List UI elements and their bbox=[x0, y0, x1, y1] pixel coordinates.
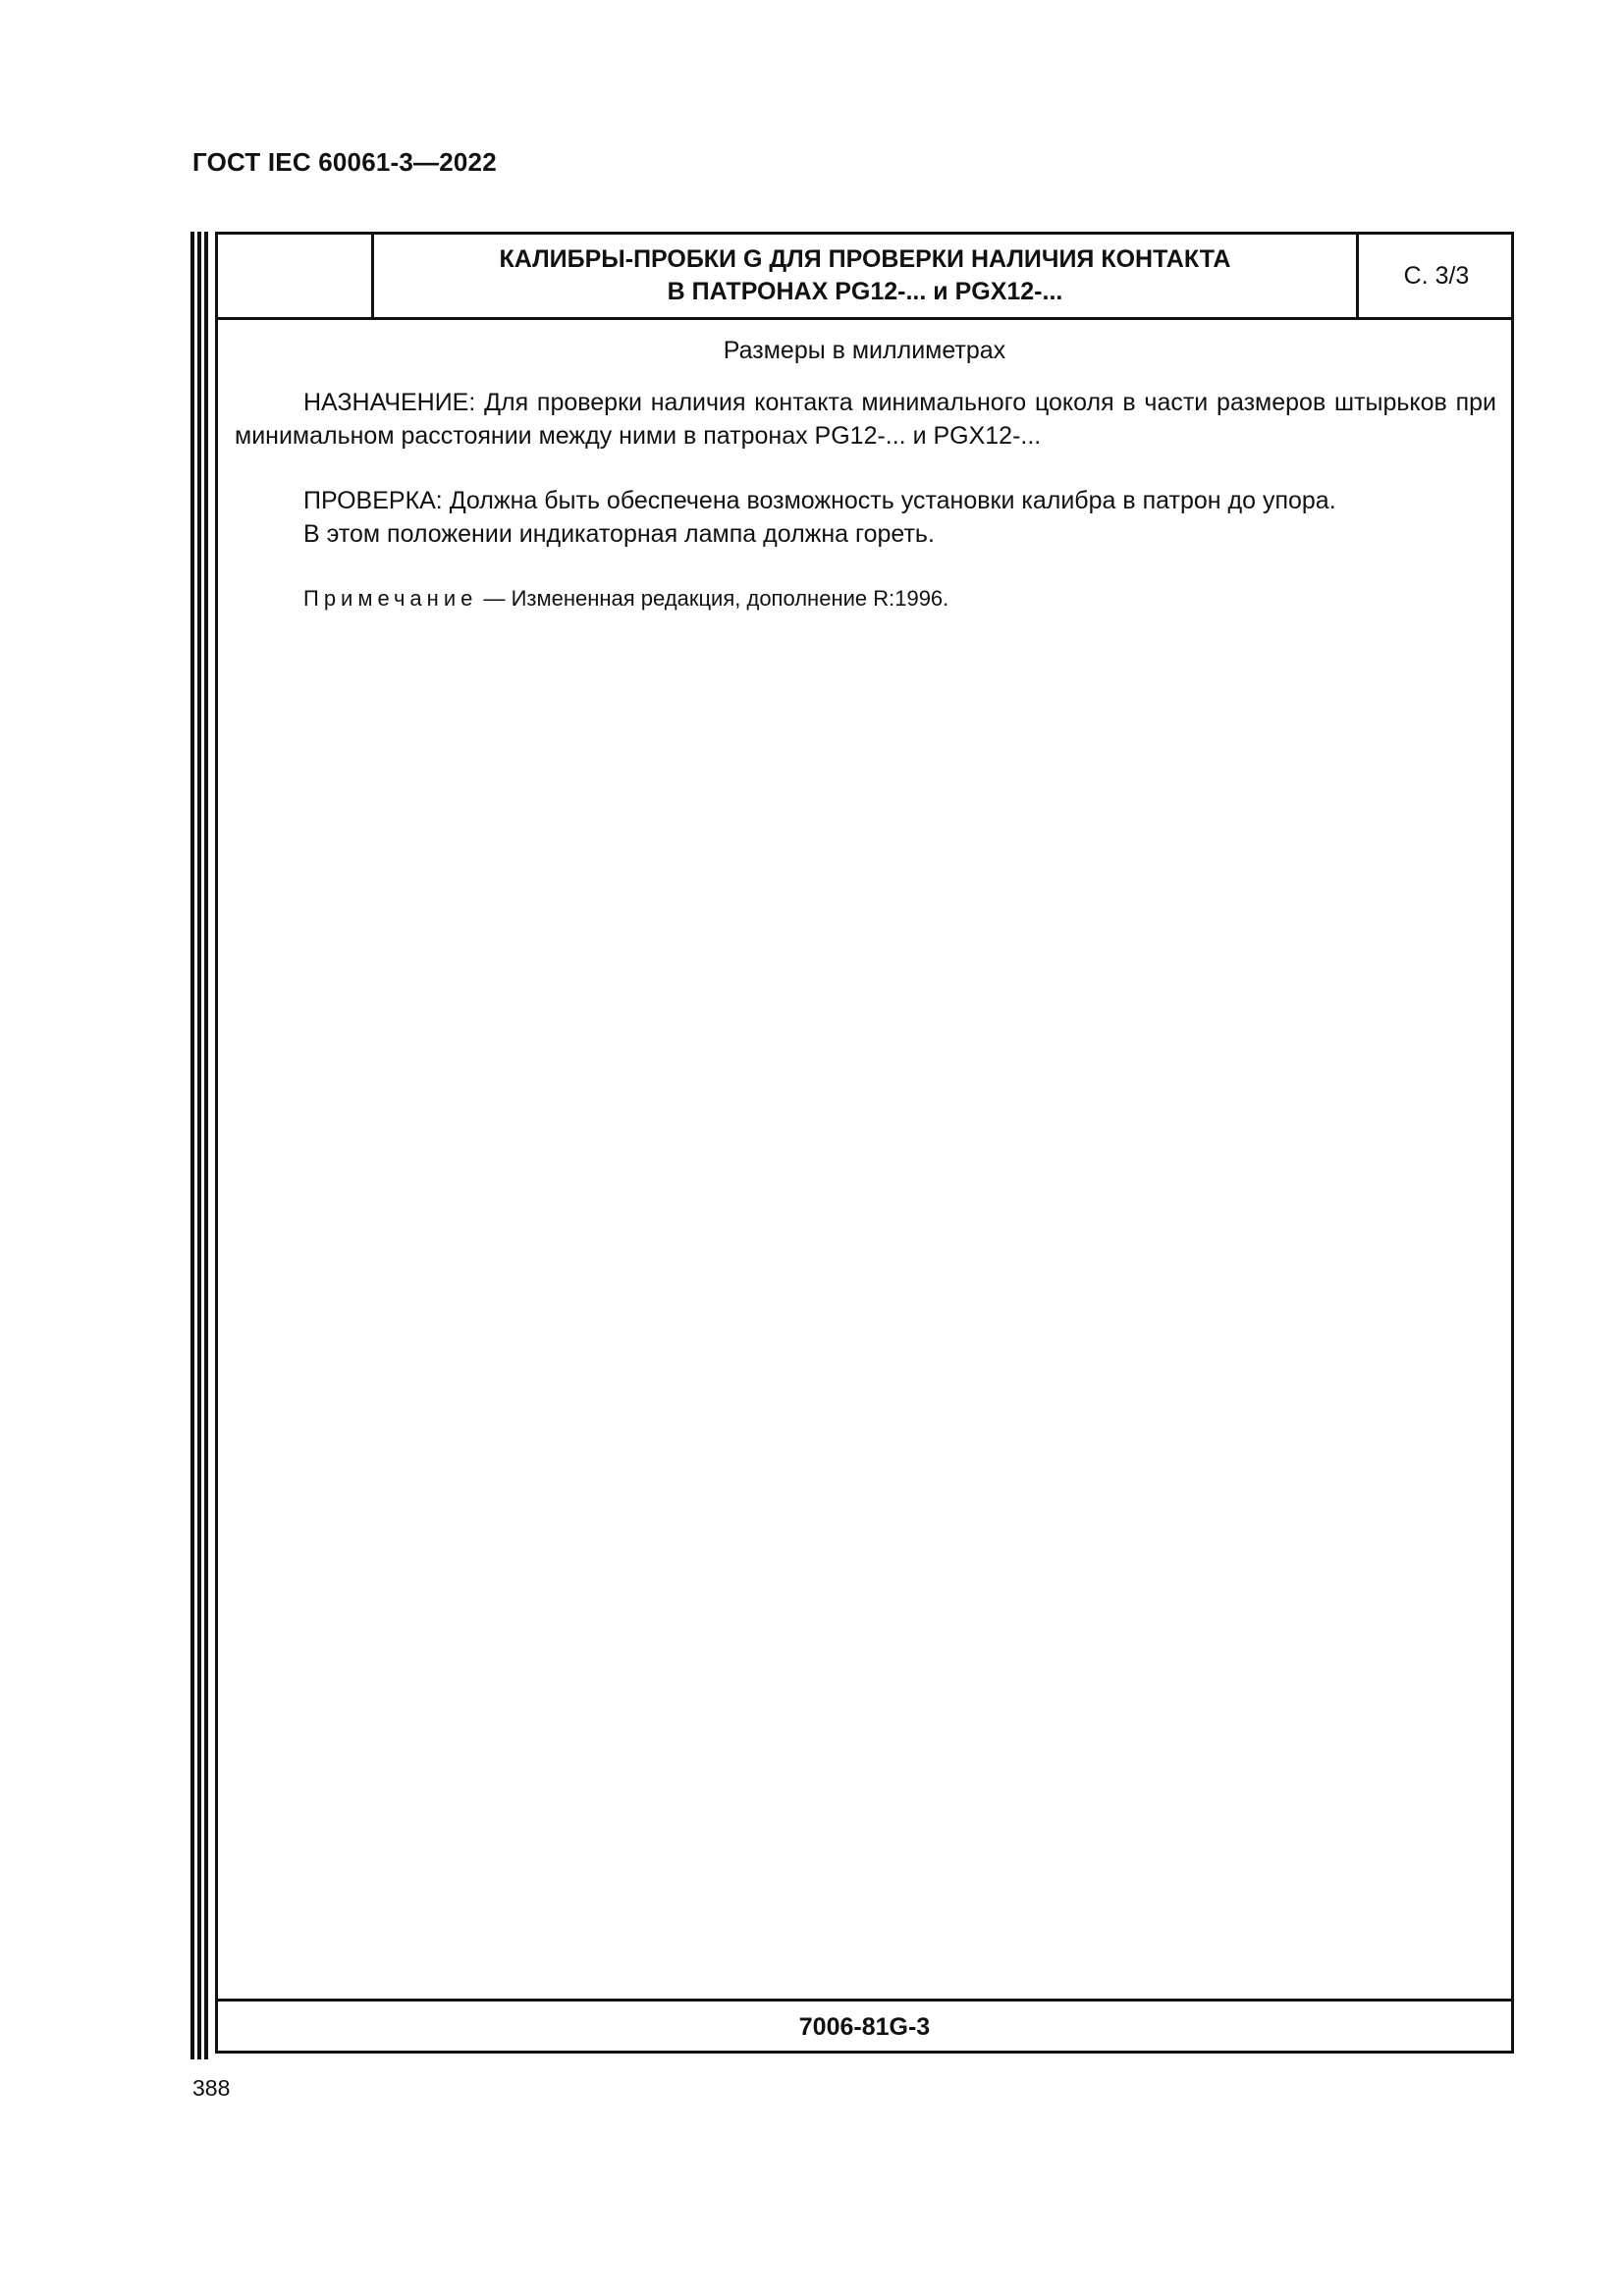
page-number: 388 bbox=[192, 2075, 231, 2101]
check-line2: В этом положении индикаторная лампа должна гореть. bbox=[303, 520, 935, 548]
sheet-number: С. 3/3 bbox=[1356, 235, 1514, 317]
check-line1: ПРОВЕРКА: Должна быть обеспечена возможность установки калибра в патрон до упора. bbox=[303, 487, 1336, 514]
sheet-title-line2: В ПАТРОНАХ PG12-... и PGX12-... bbox=[667, 278, 1063, 305]
margin-rule-middle bbox=[197, 232, 201, 2059]
sheet-title bbox=[374, 235, 1356, 317]
note-text: — Измененная редакция, дополнение R:1996. bbox=[477, 586, 949, 611]
note bbox=[303, 584, 948, 614]
margin-rule-inner bbox=[204, 232, 208, 2059]
units-caption: Размеры в миллиметрах bbox=[723, 337, 1006, 364]
check-paragraph bbox=[235, 484, 1496, 551]
margin-rule-outer bbox=[190, 232, 194, 2059]
sheet-header bbox=[218, 235, 1511, 320]
note-label: Примечание bbox=[303, 586, 478, 611]
sheet-title-line1: КАЛИБРЫ-ПРОБКИ G ДЛЯ ПРОВЕРКИ НАЛИЧИЯ КОНТАКТА bbox=[499, 245, 1231, 273]
sheet-frame bbox=[215, 232, 1514, 2054]
sheet-footer-code: 7006-81G-3 bbox=[218, 1999, 1511, 2054]
purpose-text: НАЗНАЧЕНИЕ: Для проверки наличия контакта минимального цоколя в части размеров штырьков при минимальном расстоянии между ними в патронах PG12-... и PGX12-... bbox=[235, 389, 1496, 450]
purpose-paragraph bbox=[235, 386, 1496, 453]
header-empty-cell bbox=[218, 235, 374, 317]
document-code: ГОСТ IEC 60061-3—2022 bbox=[192, 147, 497, 177]
